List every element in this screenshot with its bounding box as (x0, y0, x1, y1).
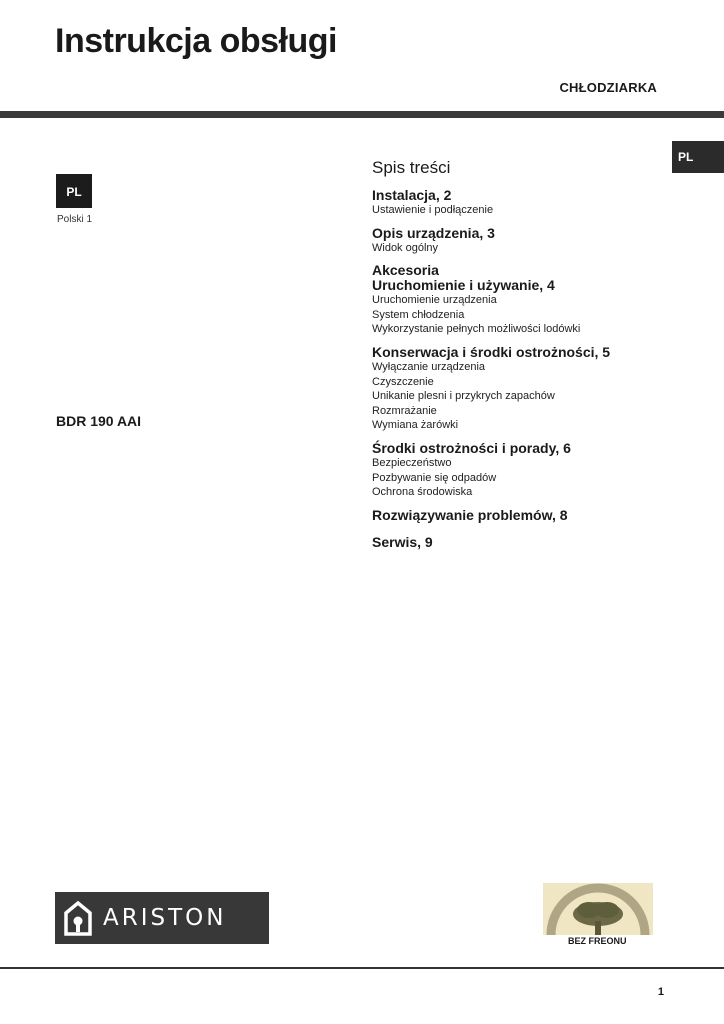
toc-subitem: Ustawienie i podłączenie (372, 204, 494, 216)
toc-heading: Spis treści (372, 158, 451, 177)
product-type: CHŁODZIARKA (559, 80, 657, 95)
toc-subitem: Wykorzystanie pełnych możliwości lodówki (372, 323, 581, 336)
toc-section (372, 263, 702, 337)
toc-section-title[interactable]: Akcesoria (372, 262, 439, 279)
toc-subitem: Unikanie plesni i przykrych zapachów (372, 390, 555, 403)
document-title: Instrukcja obsługi (55, 22, 337, 60)
tree-trunk (595, 921, 601, 935)
model-number: BDR 190 AAI (56, 413, 142, 429)
toc-subitem: Wyłączanie urządzenia (372, 360, 486, 373)
toc-section-title[interactable]: Opis urządzenia, 3 (372, 224, 495, 241)
toc-section-title[interactable]: Konserwacja i środki ostrożności, 5 (372, 343, 611, 360)
language-page-ref: Polski 1 (57, 214, 93, 225)
table-of-contents (372, 158, 702, 558)
toc-section-title[interactable]: Uruchomienie i używanie, 4 (372, 277, 555, 294)
toc-subitem: Uruchomienie urządzenia (372, 294, 497, 307)
page-number: 1 (657, 986, 664, 998)
badge-label: BEZ FREONU (568, 936, 627, 946)
toc-subitem: Rozmrażanie (372, 404, 437, 417)
toc-section (372, 345, 702, 433)
toc-subitem: Bezpieczeństwo (372, 456, 452, 469)
house-icon (63, 900, 93, 936)
brand-name: ARISTON (103, 905, 227, 931)
toc-section (372, 188, 702, 218)
toc-subitem: System chłodzenia (372, 308, 465, 321)
toc-section (372, 508, 702, 523)
toc-section (372, 441, 702, 500)
toc-subitem: Czyszczenie (372, 375, 434, 388)
ariston-logo (55, 892, 269, 944)
toc-section-title[interactable]: Instalacja, 2 (372, 187, 452, 203)
footer-divider (0, 967, 724, 969)
toc-subitem: Wymiana żarówki (372, 419, 459, 432)
header-divider (0, 111, 724, 118)
toc-section (372, 535, 702, 550)
toc-subitem: Ochrona środowiska (372, 486, 473, 499)
tree-crown-right (595, 902, 619, 918)
toc-section-title[interactable]: Serwis, 9 (372, 533, 433, 550)
language-tab[interactable]: PL (672, 141, 724, 173)
toc-subitem: Widok ogólny (372, 241, 439, 254)
toc-section-title[interactable]: Rozwiązywanie problemów, 8 (372, 506, 568, 523)
toc-section-title[interactable]: Środki ostrożności i porady, 6 (372, 439, 571, 456)
toc-subitem: Pozbywanie się odpadów (372, 471, 497, 484)
toc-section (372, 226, 702, 256)
language-code-box: PL (56, 174, 92, 208)
cfc-free-badge-icon (543, 883, 653, 935)
